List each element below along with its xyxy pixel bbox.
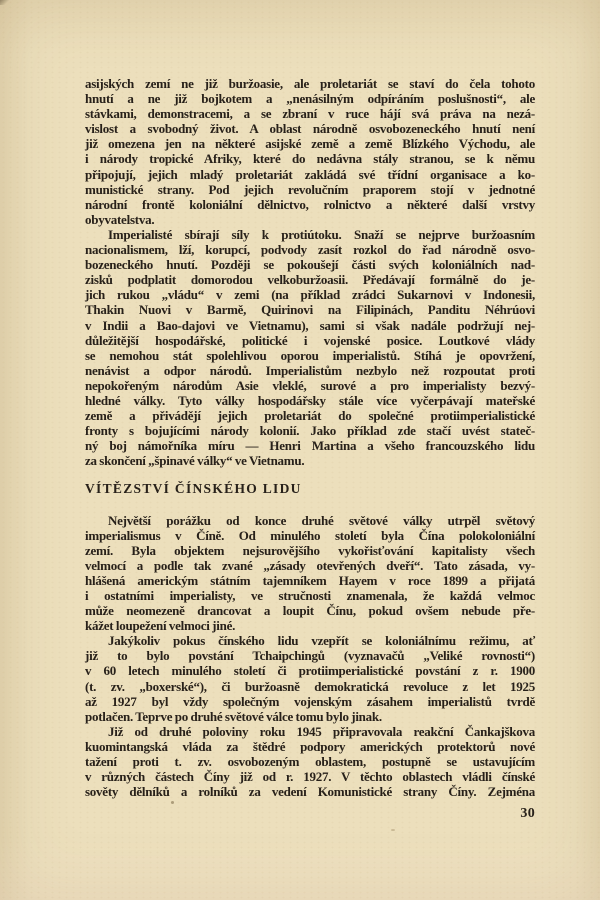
text-line: důležitější hospodářské, politické i vojenské posice. Loutkové vlády bbox=[85, 332, 535, 348]
text-line: asijských zemí ne již buržoasie, ale proletariát se staví do čela tohoto bbox=[85, 76, 535, 91]
paragraph bbox=[85, 513, 535, 634]
text-line: ný boj námořníka míru — Henri Martina a všeho francouzského lidu bbox=[85, 438, 535, 454]
text-line: Již od druhé poloviny roku 1945 připravovala reakční Čankajškova bbox=[108, 723, 535, 739]
paragraph bbox=[85, 633, 535, 724]
text-line: národní frontě koloniální dělnictvo, rolnictvo a některé další vrstvy bbox=[85, 196, 535, 212]
text-line: i ostatními imperialisty, ve stručnosti znamenala, že každá velmoc bbox=[85, 588, 535, 603]
text-line: hnutí a ne již bojkotem a „nenásilným odpíráním poslušnosti“, ale bbox=[85, 91, 535, 107]
text-line: nacionalismem, lží, korupcí, podvody zasít rozkol do řad národně osvo- bbox=[85, 242, 535, 258]
scan-artifact bbox=[0, 0, 9, 5]
text-line: imperialismus v Číně. Od minulého století byla Čína polokoloniální bbox=[85, 527, 535, 543]
text-line: vislost a svobodný život. A oblast národně osvobozeneckého hnutí není bbox=[85, 121, 535, 137]
text-line: v Indii a Bao-dajovi ve Vietnamu), sami si však nadále podržují nej- bbox=[85, 317, 535, 333]
text-line: v různých částech Číny již od r. 1927. V těchto oblastech vládli čínské bbox=[85, 769, 535, 785]
paragraph bbox=[85, 724, 535, 799]
text-line: velmocí a podle tak zvané „zásady otevřených dveří“. Tato zásada, vy- bbox=[85, 557, 535, 573]
text-line: již to bylo povstání Tchaipchingů (vyznavačů „Veliké rovnosti“) bbox=[85, 648, 535, 664]
text-line: jich rukou „vládu“ v zemi (na příklad zrádci Sukarnovi v Indonesii, bbox=[85, 287, 535, 303]
text-line: již omezena jen na některé asijské země a země Blízkého Východu, ale bbox=[85, 136, 535, 152]
text-line: obyvatelstva. bbox=[85, 211, 155, 227]
scan-artifact bbox=[171, 801, 174, 804]
text-line: stávkami, demonstracemi, a se zbraní v ruce hájí svá práva na nezá- bbox=[85, 106, 535, 122]
text-line: fronty s bojujícími národy kolonií. Jako příklad zde stačí uvést stateč- bbox=[85, 423, 535, 439]
text-line: kážet loupežení velmoci jiné. bbox=[85, 618, 236, 634]
text-line: nepokořeným národům Asie vleklé, surové a pro imperialisty bezvý- bbox=[85, 377, 535, 393]
page-text-block bbox=[85, 76, 535, 799]
text-line: zisků podplatit domorodou velkoburžoasii. Předávají formálně do je- bbox=[85, 272, 535, 288]
text-line: v 60 letech minulého století či protiimperialistické povstání z r. 1900 bbox=[85, 663, 535, 679]
text-line: potlačen. Teprve po druhé světové válce tomu bylo jinak. bbox=[85, 708, 382, 724]
text-line: sověty dělníků a rolníků za vedení Komunistické strany Číny. Zejména bbox=[85, 784, 535, 800]
paragraph bbox=[85, 227, 535, 469]
text-line: Jakýkoliv pokus čínského lidu vzepřít se koloniálnímu režimu, ať bbox=[108, 633, 535, 649]
text-line: tažení proti t. zv. osvobozeným oblastem, postupně se ustavujícím bbox=[85, 754, 535, 770]
text-line: bozeneckého hnutí. Později se pokoušejí části svých koloniálních nad- bbox=[85, 257, 535, 273]
text-line: zemí. Byla objektem nejsurovějšího vykořisťování kapitalisty všech bbox=[85, 542, 535, 558]
text-line: munistické strany. Pod jejich revolučním praporem stojí v jednotné bbox=[85, 181, 535, 197]
text-line: nenávist a odpor národů. Imperialistům nezbylo než rozpoutat proti bbox=[85, 362, 535, 378]
text-line: i národy tropické Afriky, které do nedávna stály stranou, se k němu bbox=[85, 151, 535, 167]
text-line: může neomezeně drancovat a loupit Čínu, pokud ovšem nebude pře- bbox=[85, 603, 535, 619]
section-heading: VÍTĚZSTVÍ ČÍNSKÉHO LIDU bbox=[85, 481, 302, 497]
text-line: kuomintangská vláda za štědré podpory amerických protektorů nové bbox=[85, 738, 535, 754]
text-line: hlášená americkým státním tajemníkem Hayem v roce 1899 a přijatá bbox=[85, 572, 535, 588]
text-line: Největší porážku od konce druhé světové války utrpěl světový bbox=[108, 512, 535, 528]
scan-artifact bbox=[391, 829, 395, 831]
text-line: za skončení „špinavé války“ ve Vietnamu. bbox=[85, 453, 305, 469]
text-line: Imperialisté sbírají síly k protiútoku. Snaží se nejprve buržoasním bbox=[108, 226, 535, 242]
text-line: až 1927 byl vždy společným vojenským zásahem imperialistů tvrdě bbox=[85, 693, 535, 709]
text-line: se nemohou stát spolehlivou oporou imperialistů. Stíhá je opovržení, bbox=[85, 347, 535, 363]
page-number: 30 bbox=[520, 806, 535, 821]
text-line: připojují, jejich mladý proletariát zakládá své třídní organisace a ko- bbox=[85, 166, 535, 182]
text-line: hledné války. Tyto války hospodářsky stále více vyčerpávají mateřské bbox=[85, 392, 535, 408]
paragraph bbox=[85, 76, 535, 227]
text-line: Thakin Nuovi v Barmě, Quirinovi na Filipinách, Panditu Néhrúovi bbox=[85, 302, 535, 318]
text-line: země a přivádějí jejich proletariát do společné protiimperialistické bbox=[85, 408, 535, 424]
text-line: (t. zv. „boxerské“), či buržoasně demokratická revoluce z let 1925 bbox=[85, 678, 535, 694]
